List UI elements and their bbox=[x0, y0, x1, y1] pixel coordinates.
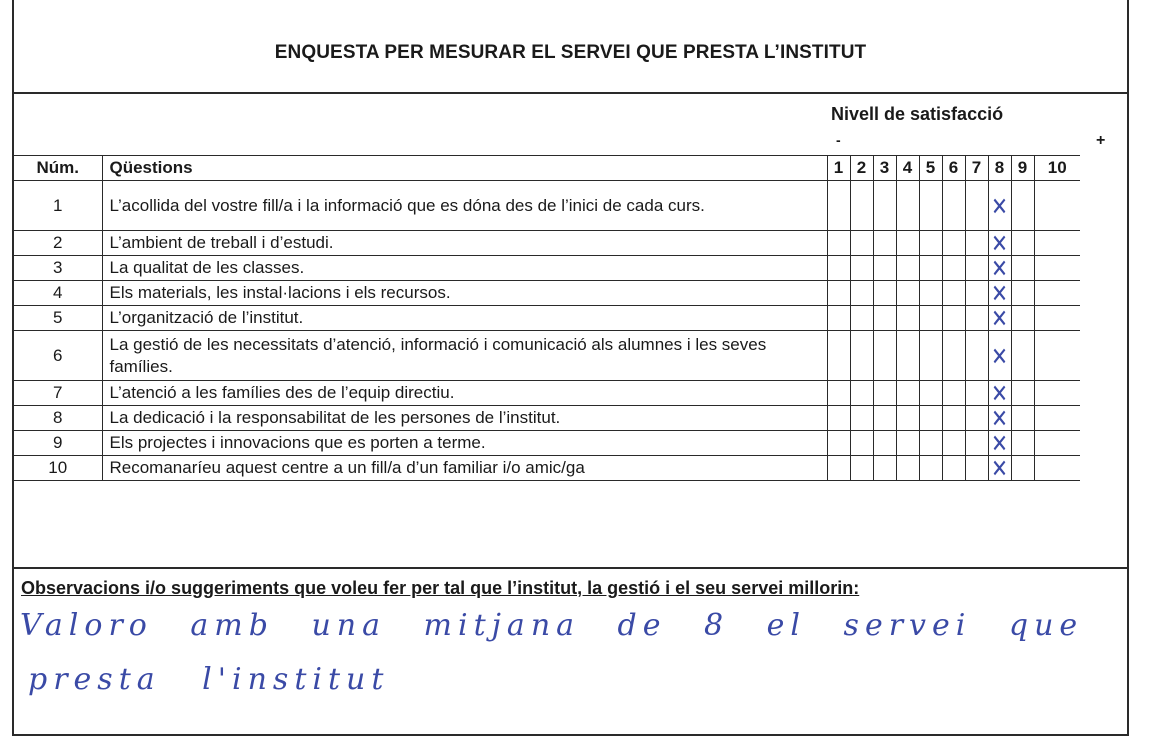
question-text: Els projectes i innovacions que es porten a terme. bbox=[102, 431, 827, 456]
scale-minus-label: - bbox=[836, 132, 841, 148]
score-cell-4[interactable] bbox=[896, 431, 919, 456]
column-header-score-9: 9 bbox=[1011, 156, 1034, 181]
question-number: 6 bbox=[14, 331, 102, 381]
question-text: Els materials, les instal·lacions i els recursos. bbox=[102, 281, 827, 306]
score-cell-2[interactable] bbox=[850, 431, 873, 456]
question-text: La dedicació i la responsabilitat de les persones de l’institut. bbox=[102, 406, 827, 431]
score-cell-2[interactable] bbox=[850, 181, 873, 231]
column-header-score-2: 2 bbox=[850, 156, 873, 181]
score-cell-7[interactable] bbox=[965, 256, 988, 281]
score-cell-6[interactable] bbox=[942, 456, 965, 481]
score-cell-7[interactable] bbox=[965, 381, 988, 406]
table-row bbox=[14, 256, 1080, 281]
score-cell-3[interactable] bbox=[873, 281, 896, 306]
score-cell-5[interactable] bbox=[919, 231, 942, 256]
score-cell-8[interactable] bbox=[988, 278, 1011, 308]
observations-label: Observacions i/o suggeriments que voleu fer per tal que l’institut, la gestió i el seu servei millorin: bbox=[21, 578, 860, 598]
question-text: L’acollida del vostre fill/a i la informació que es dóna des de l’inici de cada curs. bbox=[102, 181, 827, 231]
question-number: 7 bbox=[14, 381, 102, 406]
satisfaction-level-header: Nivell de satisfacció bbox=[831, 104, 1004, 124]
score-cell-8[interactable] bbox=[988, 253, 1011, 283]
score-cell-4[interactable] bbox=[896, 381, 919, 406]
score-cell-4[interactable] bbox=[896, 256, 919, 281]
score-cell-1[interactable] bbox=[827, 181, 850, 231]
score-cell-3[interactable] bbox=[873, 456, 896, 481]
checkmark-x-icon: ✕ bbox=[991, 340, 1008, 371]
score-cell-6[interactable] bbox=[942, 306, 965, 331]
table-row bbox=[14, 381, 1080, 406]
title-band bbox=[14, 0, 1127, 94]
score-cell-5[interactable] bbox=[919, 306, 942, 331]
checkmark-x-icon: ✕ bbox=[991, 428, 1008, 458]
column-header-score-7: 7 bbox=[965, 156, 988, 181]
table-row bbox=[14, 331, 1080, 381]
question-number: 10 bbox=[14, 456, 102, 481]
score-cell-6[interactable] bbox=[942, 256, 965, 281]
score-cell-3[interactable] bbox=[873, 181, 896, 231]
score-cell-4[interactable] bbox=[896, 456, 919, 481]
score-cell-6[interactable] bbox=[942, 281, 965, 306]
checkmark-x-icon: ✕ bbox=[991, 278, 1008, 308]
column-header-score-1: 1 bbox=[827, 156, 850, 181]
score-cell-6[interactable] bbox=[942, 331, 965, 381]
score-cell-9[interactable] bbox=[1011, 406, 1034, 431]
score-cell-4[interactable] bbox=[896, 306, 919, 331]
score-cell-1[interactable] bbox=[827, 281, 850, 306]
score-cell-6[interactable] bbox=[942, 406, 965, 431]
score-cell-2[interactable] bbox=[850, 381, 873, 406]
score-cell-3[interactable] bbox=[873, 306, 896, 331]
score-cell-1[interactable] bbox=[827, 406, 850, 431]
table-row bbox=[14, 456, 1080, 481]
score-cell-7[interactable] bbox=[965, 181, 988, 231]
survey-table bbox=[14, 155, 1080, 481]
question-text: L’atenció a les famílies des de l’equip directiu. bbox=[102, 381, 827, 406]
score-cell-4[interactable] bbox=[896, 181, 919, 231]
score-cell-10[interactable] bbox=[1034, 331, 1080, 381]
score-cell-8[interactable] bbox=[988, 378, 1011, 408]
score-cell-4[interactable] bbox=[896, 231, 919, 256]
score-cell-6[interactable] bbox=[942, 231, 965, 256]
score-cell-8[interactable] bbox=[988, 428, 1011, 458]
column-header-score-8: 8 bbox=[988, 156, 1011, 181]
score-cell-9[interactable] bbox=[1011, 231, 1034, 256]
score-cell-2[interactable] bbox=[850, 331, 873, 381]
checkmark-x-icon: ✕ bbox=[991, 228, 1008, 258]
checkmark-x-icon: ✕ bbox=[991, 403, 1008, 433]
score-cell-4[interactable] bbox=[896, 281, 919, 306]
score-cell-10[interactable] bbox=[1034, 281, 1080, 306]
score-cell-7[interactable] bbox=[965, 306, 988, 331]
column-header-score-3: 3 bbox=[873, 156, 896, 181]
score-cell-5[interactable] bbox=[919, 431, 942, 456]
table-header-row bbox=[14, 156, 1080, 181]
score-cell-1[interactable] bbox=[827, 456, 850, 481]
score-cell-7[interactable] bbox=[965, 281, 988, 306]
score-cell-9[interactable] bbox=[1011, 281, 1034, 306]
table-row bbox=[14, 231, 1080, 256]
score-cell-4[interactable] bbox=[896, 331, 919, 381]
score-cell-3[interactable] bbox=[873, 256, 896, 281]
question-number: 5 bbox=[14, 306, 102, 331]
checkmark-x-icon: ✕ bbox=[991, 190, 1008, 221]
score-cell-9[interactable] bbox=[1011, 181, 1034, 231]
question-text: La qualitat de les classes. bbox=[102, 256, 827, 281]
score-cell-5[interactable] bbox=[919, 331, 942, 381]
score-cell-10[interactable] bbox=[1034, 431, 1080, 456]
score-cell-1[interactable] bbox=[827, 431, 850, 456]
score-cell-5[interactable] bbox=[919, 256, 942, 281]
score-cell-5[interactable] bbox=[919, 181, 942, 231]
score-cell-8[interactable] bbox=[988, 331, 1011, 381]
score-cell-1[interactable] bbox=[827, 231, 850, 256]
checkmark-x-icon: ✕ bbox=[991, 453, 1008, 483]
score-cell-8[interactable] bbox=[988, 181, 1011, 231]
score-cell-6[interactable] bbox=[942, 181, 965, 231]
score-cell-3[interactable] bbox=[873, 331, 896, 381]
column-header-score-10: 10 bbox=[1034, 156, 1080, 181]
score-cell-2[interactable] bbox=[850, 256, 873, 281]
question-number: 1 bbox=[14, 181, 102, 231]
score-cell-7[interactable] bbox=[965, 406, 988, 431]
score-cell-9[interactable] bbox=[1011, 306, 1034, 331]
checkmark-x-icon: ✕ bbox=[991, 303, 1008, 333]
score-cell-10[interactable] bbox=[1034, 181, 1080, 231]
score-cell-10[interactable] bbox=[1034, 306, 1080, 331]
table-row bbox=[14, 406, 1080, 431]
question-text: L’organització de l’institut. bbox=[102, 306, 827, 331]
column-header-score-5: 5 bbox=[919, 156, 942, 181]
blank-separator-row bbox=[14, 533, 1127, 569]
table-row bbox=[14, 281, 1080, 306]
score-cell-5[interactable] bbox=[919, 456, 942, 481]
question-text: Recomanaríeu aquest centre a un fill/a d’un familiar i/o amic/ga bbox=[102, 456, 827, 481]
score-cell-6[interactable] bbox=[942, 431, 965, 456]
form-title: ENQUESTA PER MESURAR EL SERVEI QUE PRESTA L’INSTITUT bbox=[274, 42, 867, 63]
score-cell-10[interactable] bbox=[1034, 406, 1080, 431]
score-cell-7[interactable] bbox=[965, 431, 988, 456]
handwritten-comment-line-1: Valoro amb una mitjana de 8 el servei que bbox=[20, 608, 1084, 643]
score-cell-7[interactable] bbox=[965, 456, 988, 481]
score-cell-1[interactable] bbox=[827, 381, 850, 406]
table-row bbox=[14, 306, 1080, 331]
question-number: 3 bbox=[14, 256, 102, 281]
score-cell-4[interactable] bbox=[896, 406, 919, 431]
column-header-score-6: 6 bbox=[942, 156, 965, 181]
score-cell-1[interactable] bbox=[827, 331, 850, 381]
score-cell-5[interactable] bbox=[919, 381, 942, 406]
checkmark-x-icon: ✕ bbox=[991, 253, 1008, 283]
column-header-num: Núm. bbox=[14, 156, 102, 181]
handwritten-comment-line-2: presta l'institut bbox=[28, 662, 390, 697]
score-cell-8[interactable] bbox=[988, 453, 1011, 483]
score-cell-9[interactable] bbox=[1011, 256, 1034, 281]
question-number: 4 bbox=[14, 281, 102, 306]
checkmark-x-icon: ✕ bbox=[991, 378, 1008, 408]
score-cell-9[interactable] bbox=[1011, 381, 1034, 406]
score-cell-7[interactable] bbox=[965, 231, 988, 256]
question-text: L’ambient de treball i d’estudi. bbox=[102, 231, 827, 256]
score-cell-1[interactable] bbox=[827, 256, 850, 281]
score-cell-5[interactable] bbox=[919, 406, 942, 431]
score-cell-3[interactable] bbox=[873, 381, 896, 406]
column-header-score-4: 4 bbox=[896, 156, 919, 181]
score-cell-2[interactable] bbox=[850, 231, 873, 256]
score-cell-10[interactable] bbox=[1034, 456, 1080, 481]
score-cell-6[interactable] bbox=[942, 381, 965, 406]
score-cell-2[interactable] bbox=[850, 406, 873, 431]
scale-plus-label: + bbox=[1096, 132, 1106, 149]
score-cell-2[interactable] bbox=[850, 281, 873, 306]
score-cell-3[interactable] bbox=[873, 406, 896, 431]
score-cell-3[interactable] bbox=[873, 431, 896, 456]
score-cell-10[interactable] bbox=[1034, 256, 1080, 281]
column-header-questions: Qüestions bbox=[102, 156, 827, 181]
question-number: 2 bbox=[14, 231, 102, 256]
question-text: La gestió de les necessitats d’atenció, informació i comunicació als alumnes i les seves famílies. bbox=[102, 331, 827, 381]
score-cell-2[interactable] bbox=[850, 306, 873, 331]
score-cell-5[interactable] bbox=[919, 281, 942, 306]
score-cell-2[interactable] bbox=[850, 456, 873, 481]
score-cell-9[interactable] bbox=[1011, 331, 1034, 381]
score-cell-8[interactable] bbox=[988, 403, 1011, 433]
question-number: 9 bbox=[14, 431, 102, 456]
table-row bbox=[14, 181, 1080, 231]
score-cell-10[interactable] bbox=[1034, 381, 1080, 406]
score-cell-8[interactable] bbox=[988, 303, 1011, 333]
score-cell-8[interactable] bbox=[988, 228, 1011, 258]
survey-body bbox=[14, 181, 1080, 481]
question-number: 8 bbox=[14, 406, 102, 431]
table-row bbox=[14, 431, 1080, 456]
score-cell-1[interactable] bbox=[827, 306, 850, 331]
score-cell-10[interactable] bbox=[1034, 231, 1080, 256]
score-cell-3[interactable] bbox=[873, 231, 896, 256]
score-cell-7[interactable] bbox=[965, 331, 988, 381]
score-cell-9[interactable] bbox=[1011, 456, 1034, 481]
score-cell-9[interactable] bbox=[1011, 431, 1034, 456]
survey-form bbox=[12, 0, 1129, 736]
